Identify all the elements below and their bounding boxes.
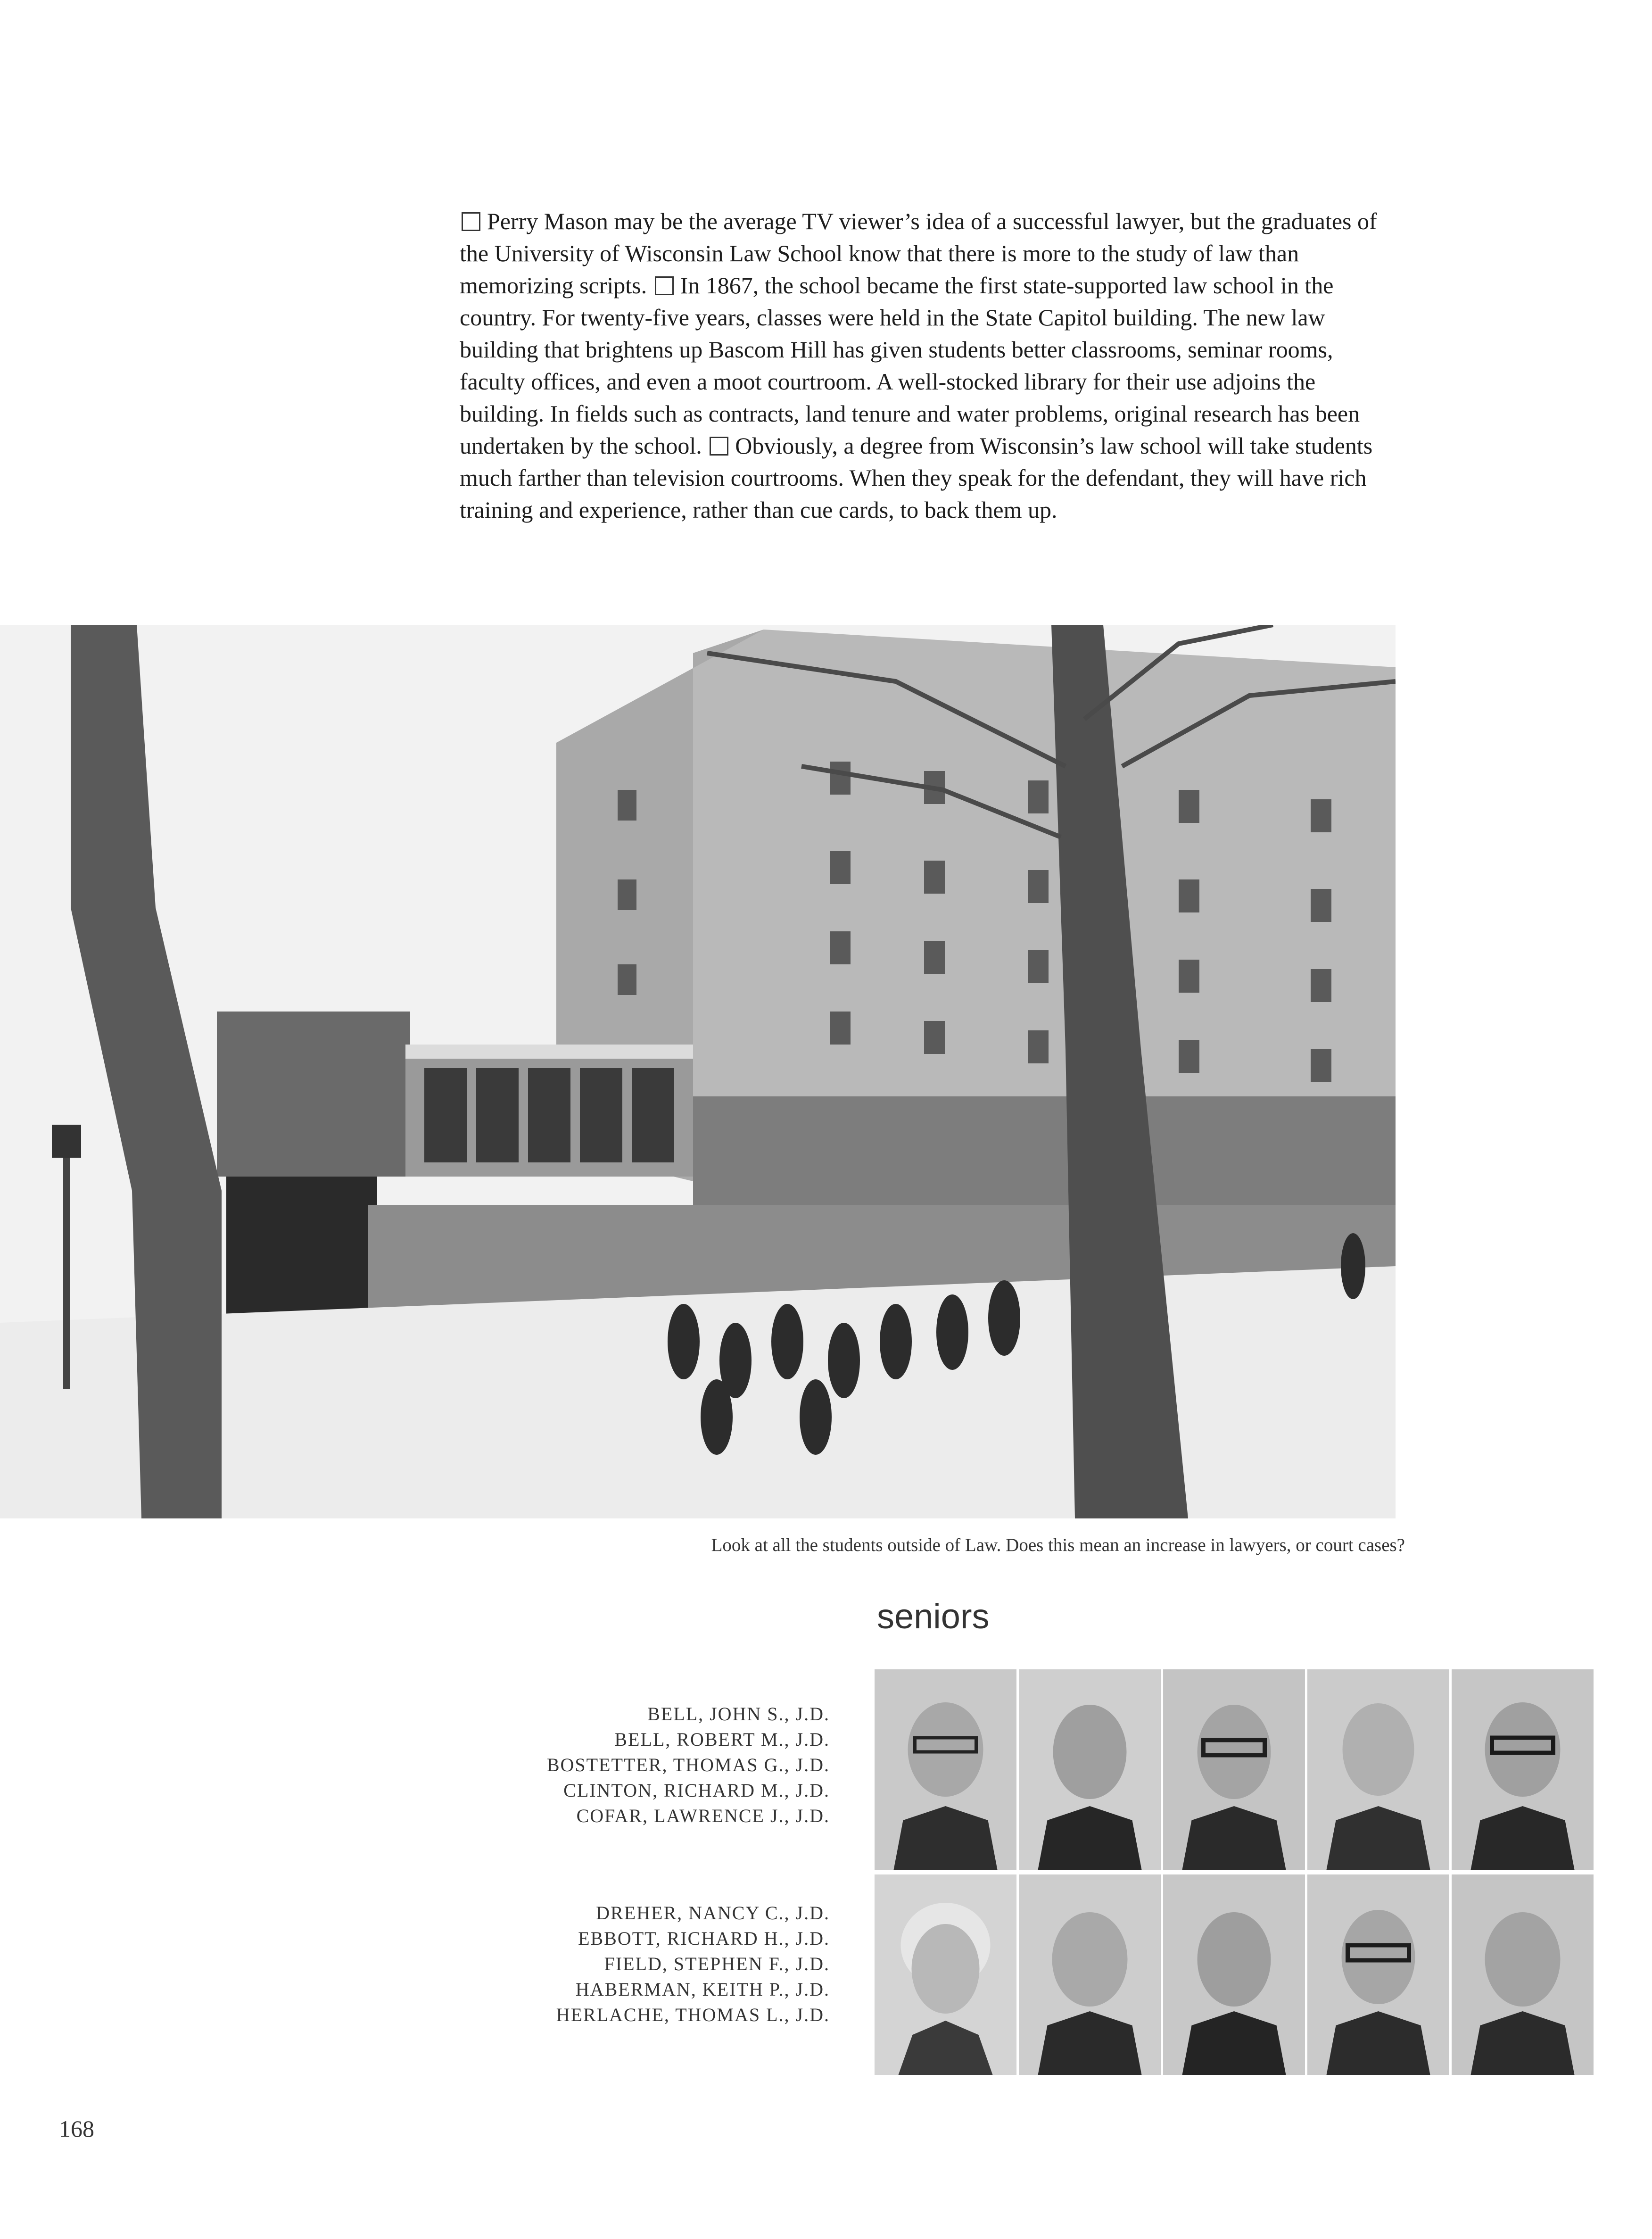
bullet-box-icon [462,212,480,231]
senior-name: HABERMAN, KEITH P., J.D. [575,1979,830,2000]
portrait-photo [875,1669,1016,1870]
senior-name: BELL, JOHN S., J.D. [647,1703,830,1725]
senior-name: FIELD, STEPHEN F., J.D. [604,1953,830,1974]
senior-name: COFAR, LAWRENCE J., J.D. [576,1805,830,1826]
bullet-box-icon [655,276,674,295]
page-number: 168 [59,2115,94,2142]
portraits-row-2 [875,1874,1594,2075]
bullet-box-icon [710,437,728,456]
intro-text-2: In 1867, the school became the first state-supported law school in the country. For twenty-five years, classes were held in the State Capitol building. The new law building that brightens up Bascom Hill has given students better classrooms, seminar rooms, faculty offices, and even a moot courtroom. A well-stocked library for their use adjoins the building. In fields such as contracts, land tenure and water problems, original research has been undertaken by the school. [460,272,1360,459]
intro-paragraph [460,205,1398,526]
portrait-photo [1019,1669,1161,1870]
law-building-photo [0,625,1396,1518]
senior-name: DREHER, NANCY C., J.D. [596,1902,830,1924]
photo-caption: Look at all the students outside of Law. Does this mean an increase in lawyers, or court cases? [711,1535,1405,1555]
portrait-photo [1019,1874,1161,2075]
senior-names-row-1 [424,1701,830,1829]
intro-text-3: Obviously, a degree from Wisconsin’s law school will take students much farther than television courtrooms. When they speak for the defendant, they will have rich training and experience, rather than cue cards, to back them up. [460,432,1373,523]
portrait-photo [875,1874,1016,2075]
portrait-photo [1163,1669,1305,1870]
senior-name: CLINTON, RICHARD M., J.D. [563,1780,830,1801]
section-title: seniors [877,1597,990,1636]
portraits-row-1 [875,1669,1594,1870]
intro-text-1: Perry Mason may be the average TV viewer’s idea of a successful lawyer, but the graduates of the University of Wisconsin Law School know that there is more to the study of law than memorizing scripts. [460,208,1377,299]
portrait-photo [1452,1669,1594,1870]
senior-name: EBBOTT, RICHARD H., J.D. [578,1928,830,1949]
portrait-photo [1307,1669,1449,1870]
senior-names-row-2 [424,1900,830,2028]
portrait-photo [1307,1874,1449,2075]
portrait-photo [1163,1874,1305,2075]
senior-name: HERLACHE, THOMAS L., J.D. [556,2004,830,2025]
senior-name: BELL, ROBERT M., J.D. [614,1729,830,1750]
portrait-photo [1452,1874,1594,2075]
senior-name: BOSTETTER, THOMAS G., J.D. [546,1754,830,1775]
